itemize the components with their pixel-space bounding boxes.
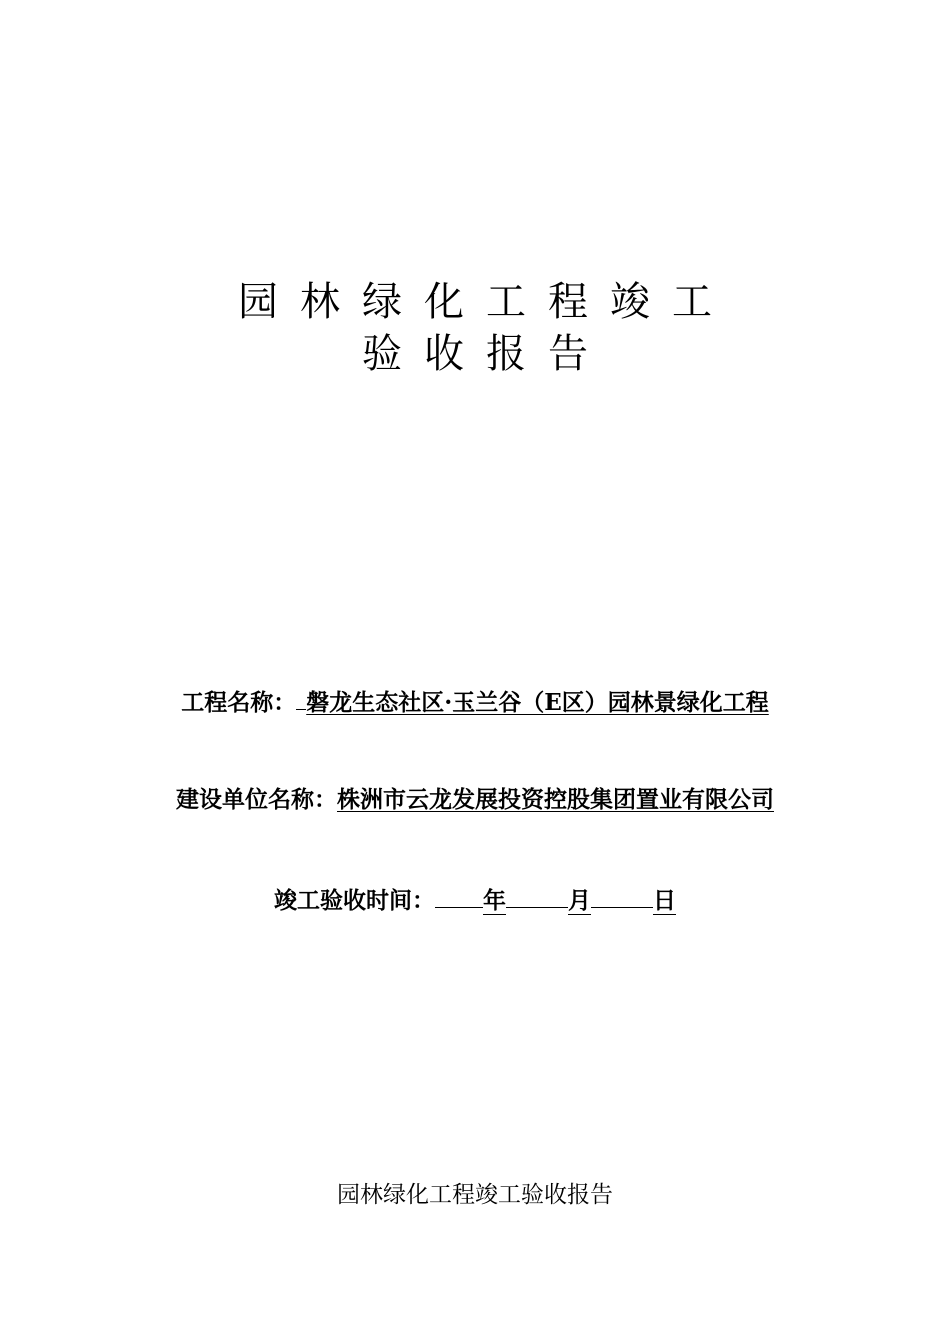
day-blank — [591, 883, 653, 908]
project-name-label: 工程名称： — [181, 689, 297, 716]
owner-name-value: 株洲市云龙发展投资控股集团置业有限公司 — [337, 786, 774, 813]
footer-title: 园林绿化工程竣工验收报告 — [337, 1182, 613, 1208]
cover-title-line-2: 验收报告 — [362, 331, 610, 377]
owner-name-field — [0, 785, 950, 815]
owner-name-label: 建设单位名称： — [176, 786, 337, 813]
completion-date-field — [0, 883, 950, 916]
project-name-value: 磐龙生态社区·玉兰谷（E区）园林景绿化工程 — [306, 689, 769, 716]
month-unit: 月 — [568, 887, 591, 914]
month-blank — [506, 883, 568, 908]
project-name-underline-lead — [296, 685, 306, 710]
year-blank — [435, 883, 483, 908]
day-unit: 日 — [653, 887, 676, 914]
cover-title-line-1: 园林绿化工程竣工 — [238, 279, 734, 325]
project-name-field — [0, 685, 950, 718]
year-unit: 年 — [483, 887, 506, 914]
completion-date-label: 竣工验收时间： — [274, 887, 435, 914]
